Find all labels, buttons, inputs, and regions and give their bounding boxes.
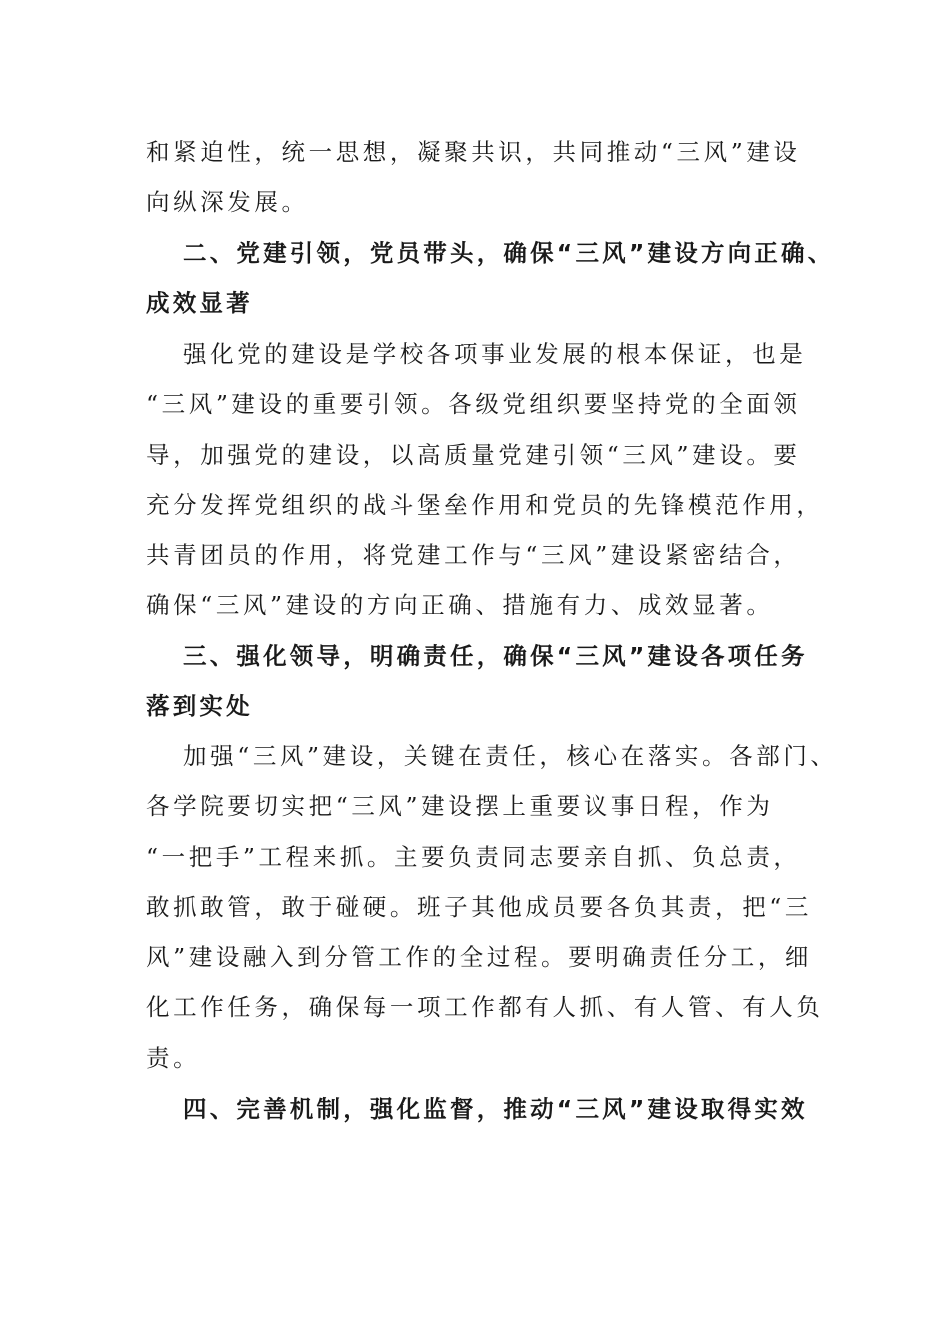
- continued-paragraph: [146, 127, 806, 228]
- paragraph-line: 化工作任务，确保每一项工作都有人抓、有人管、有人负: [146, 993, 824, 1022]
- paragraph-line: “三风”建设的重要引领。各级党组织要坚持党的全面领: [146, 390, 801, 419]
- paragraph-line: 确保“三风”建设的方向正确、措施有力、成效显著。: [146, 591, 774, 620]
- paragraph-line: 敢抓敢管，敢于碰硬。班子其他成员要各负其责，把“三: [146, 892, 813, 921]
- section-3-heading: [146, 631, 806, 732]
- section-2-heading: [146, 228, 835, 329]
- section-4-heading: [146, 1084, 806, 1134]
- heading-line: 成效显著: [146, 289, 253, 318]
- paragraph-line: 风”建设融入到分管工作的全过程。要明确责任分工，细: [146, 943, 813, 972]
- paragraph-line: 共青团员的作用，将党建工作与“三风”建设紧密结合，: [146, 541, 801, 570]
- paragraph-line: 各学院要切实把“三风”建设摆上重要议事日程，作为: [146, 792, 774, 821]
- heading-line: 二、党建引领，党员带头，确保“三风”建设方向正确、: [183, 239, 835, 267]
- paragraph-line: 向纵深发展。: [146, 188, 309, 217]
- heading-line: 落到实处: [146, 692, 253, 721]
- heading-line: 四、完善机制，强化监督，推动“三风”建设取得实效: [183, 1095, 808, 1123]
- paragraph-line: 责。: [146, 1043, 201, 1072]
- paragraph-line: 充分发挥党组织的战斗堡垒作用和党员的先锋模范作用，: [146, 490, 824, 519]
- heading-line: 三、强化领导，明确责任，确保“三风”建设各项任务: [183, 642, 808, 670]
- paragraph-line: “一把手”工程来抓。主要负责同志要亲自抓、负总责，: [146, 842, 801, 871]
- paragraph-line: 导，加强党的建设，以高质量党建引领“三风”建设。要: [146, 440, 801, 469]
- paragraph-line: 加强“三风”建设，关键在责任，核心在落实。各部门、: [183, 742, 838, 770]
- paragraph-line: 和紧迫性，统一思想，凝聚共识，共同推动“三风”建设: [146, 138, 801, 166]
- section-3-body: [146, 731, 838, 1083]
- section-2-body: [146, 329, 824, 631]
- paragraph-line: 强化党的建设是学校各项事业发展的根本保证，也是: [183, 340, 807, 368]
